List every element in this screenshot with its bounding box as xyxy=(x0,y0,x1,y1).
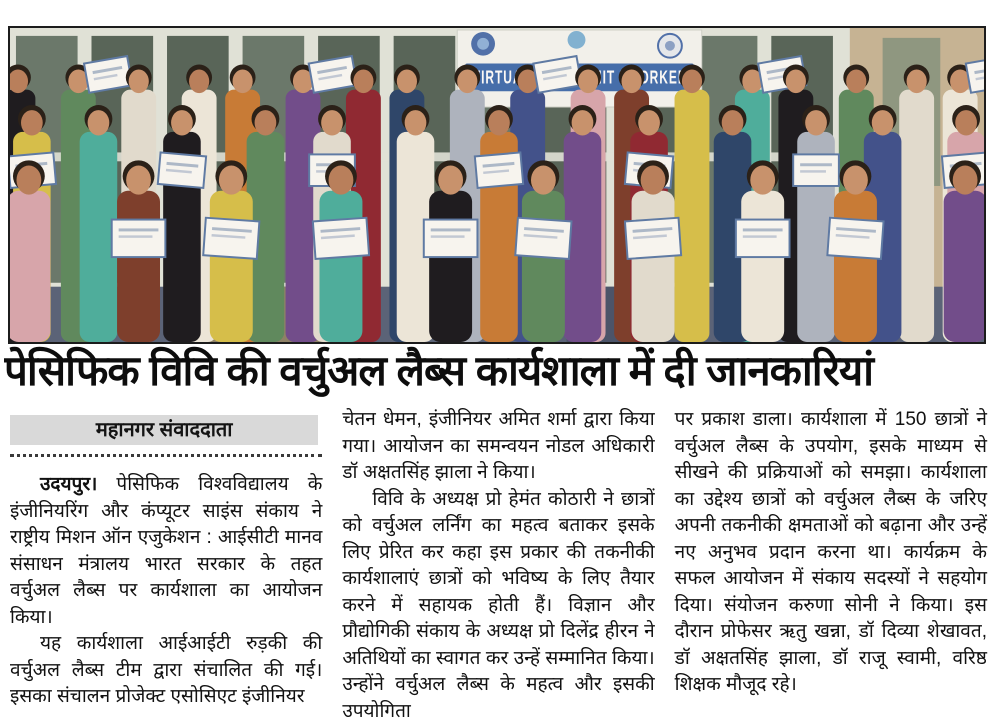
paragraph: यह कार्यशाला आईआईटी रुड़की की वर्चुअल लैब्स टीम द्वारा संचालित की गई। इसका संचालन प्रोजेक्ट एसोसिएट इंजीनियर xyxy=(10,631,322,711)
paragraph: विवि के अध्यक्ष प्रो हेमंत कोठारी ने छात्रों को वर्चुअल लर्निंग का महत्व बताकर इसके लिए प्रेरित कर कहा इस प्रकार की तकनीकी कार्यशालाएं छात्रों को भविष्य के लिए तैयार करने में सहायक होती हैं। विज्ञान और प्रौद्योगिकी संकाय के अध्यक्ष प्रो दिलेंद्र हीरन ने अतिथियों का स्वागत कर उन्हें सम्मानित किया। उन्होंने वर्चुअल लैब्स के महत्व और इसकी उपयोगिता xyxy=(342,487,654,725)
dateline: उदयपुर। xyxy=(40,474,97,495)
group-photo xyxy=(8,26,986,344)
byline-text: महानगर संवाददाता xyxy=(96,419,233,441)
article-column-1 xyxy=(10,407,322,712)
byline-band xyxy=(10,415,318,445)
byline-divider xyxy=(10,454,322,457)
paragraph: चेतन धेमन, इंजीनियर अमित शर्मा द्वारा किया गया। आयोजन का समन्वयन नोडल अधिकारी डॉ अक्षतसिंह झाला ने किया। xyxy=(342,407,654,487)
photo-tint-overlay xyxy=(10,28,984,342)
article-headline: पेसिफिक विवि की वर्चुअल लैब्स कार्यशाला में दी जानकारियां xyxy=(4,345,994,399)
article-body xyxy=(10,407,987,712)
paragraph xyxy=(10,472,322,631)
paragraph: पर प्रकाश डाला। कार्यशाला में 150 छात्रों ने वर्चुअल लैब्स के उपयोग, इसके माध्यम से सीखने की प्रक्रियाओं को समझा। कार्यशाला का उद्देश्य छात्रों को वर्चुअल लैब्स के जरिए अपनी तकनीकी क्षमताओं को बढ़ाना और उन्हें नए अनुभव प्रदान करना था। कार्यक्रम के सफल आयोजन में संकाय सदस्यों ने सहयोग दिया। संयोजन करुणा सोनी ने किया। इस दौरान प्रोफेसर ऋतु खन्ना, डॉ दिव्या शेखावत, डॉ अक्षतसिंह झाला, डॉ राजू स्वामी, वरिष्ठ शिक्षक मौजूद रहे। xyxy=(675,407,987,699)
article-column-2 xyxy=(342,407,654,712)
paragraph-text: पेसिफिक विश्वविद्यालय के इंजीनियरिंग और कंप्यूटर साइंस संकाय ने राष्ट्रीय मिशन ऑन एजुकेशन : आईसीटी मानव संसाधन मंत्रालय भारत सरकार के तहत वर्चुअल लैब्स पर कार्यशाला का आयोजन किया। xyxy=(10,474,322,628)
article-column-3 xyxy=(675,407,987,712)
banner-text: VIRTUAL IIT ROORKEE xyxy=(472,66,687,87)
